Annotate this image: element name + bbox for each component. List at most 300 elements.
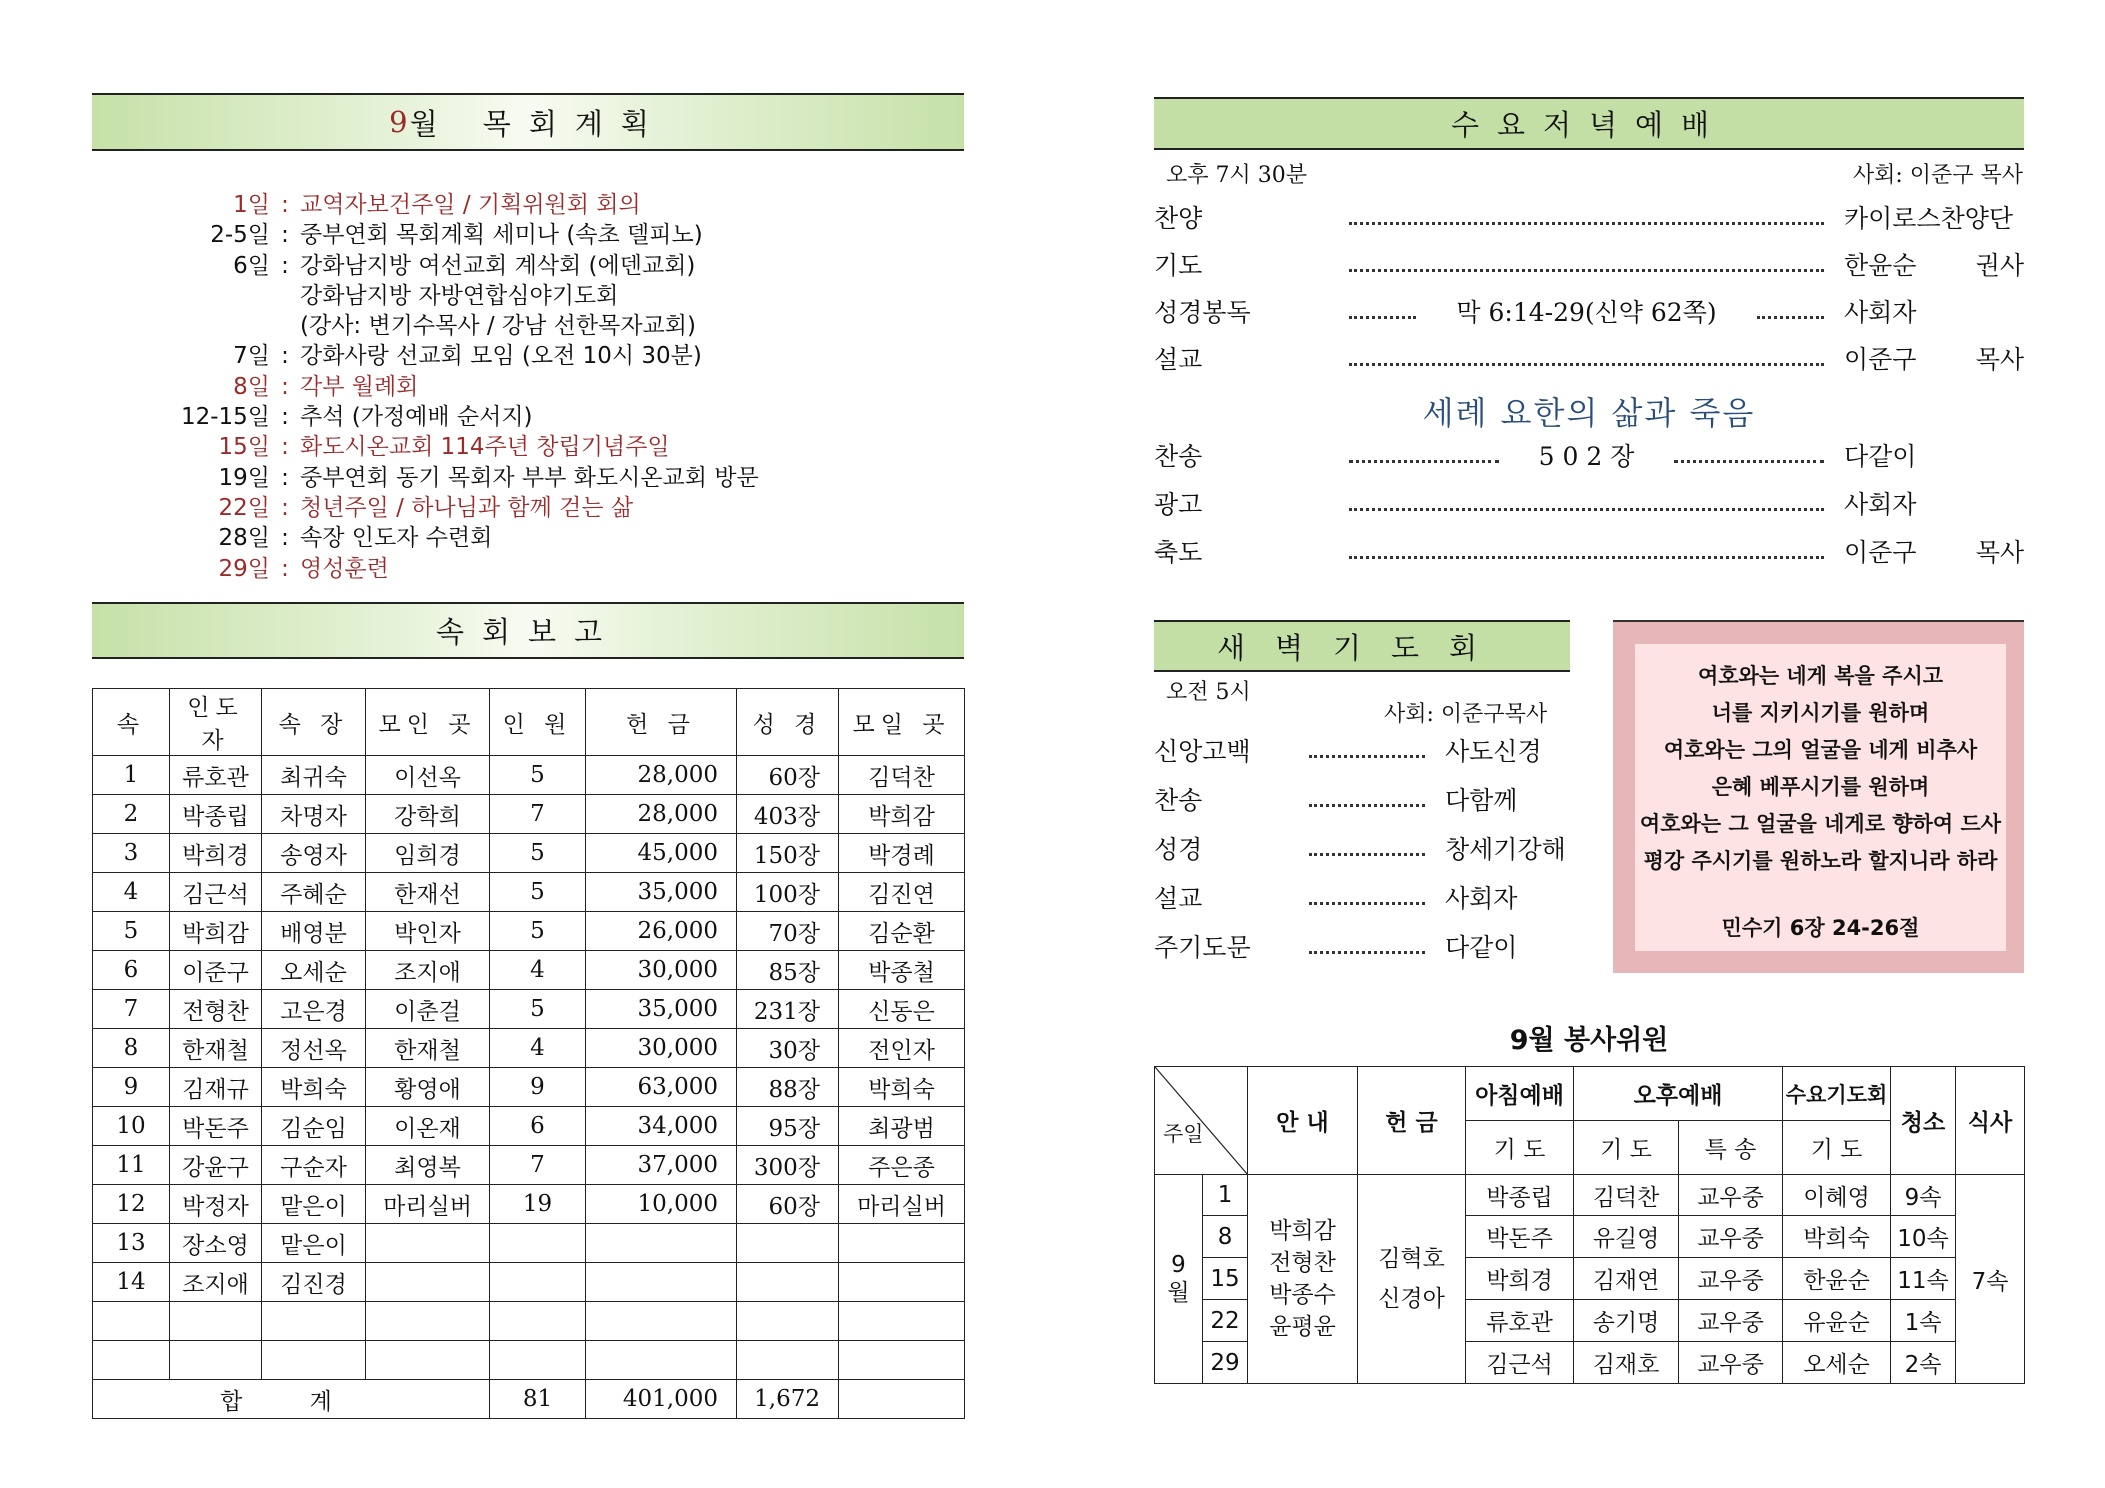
plan-title: 월 목회계획 — [409, 106, 667, 141]
table-cell — [490, 1341, 586, 1380]
order-label: 찬송 — [1154, 786, 1203, 815]
table-cell: 8 — [93, 1029, 170, 1068]
verse-inner — [1635, 644, 2006, 951]
cell-aft_prayer: 김재호 — [1574, 1342, 1679, 1384]
dawn-item — [1154, 828, 1570, 868]
order-value: 다같이 — [1844, 442, 1917, 471]
table-row — [93, 1146, 965, 1185]
table-cell — [262, 1341, 366, 1380]
table-cell: 한재선 — [366, 873, 490, 912]
schedule-colon: : — [281, 525, 289, 552]
order-value: 사회자 — [1445, 884, 1518, 913]
table-cell: 37,000 — [586, 1146, 737, 1185]
column-header: 모인 곳 — [366, 689, 490, 756]
schedule-colon: : — [281, 343, 289, 370]
schedule-date — [130, 281, 270, 311]
schedule-text: (강사: 변기수목사 / 강남 선한목자교회) — [300, 313, 696, 340]
table-cell: 이춘걸 — [366, 990, 490, 1029]
order-item — [1154, 197, 2024, 237]
schedule-text: 속장 인도자 수련회 — [300, 525, 493, 552]
table-cell: 5 — [490, 912, 586, 951]
corner-cell — [1155, 1067, 1248, 1175]
schedule-date: 12-15일 — [180, 404, 270, 431]
cell-aft_prayer: 유길영 — [1574, 1216, 1679, 1258]
schedule-item — [130, 493, 930, 523]
schedule-colon: : — [281, 192, 289, 218]
header-guide: 안 내 — [1248, 1067, 1358, 1175]
order-label: 광고 — [1154, 490, 1203, 519]
table-cell: 최귀숙 — [262, 756, 366, 795]
schedule-text: 중부연회 동기 목회자 부부 화도시온교회 방문 — [300, 464, 759, 491]
dotted-leader — [1309, 755, 1425, 758]
table-cell: 4 — [490, 1029, 586, 1068]
schedule-item — [130, 251, 930, 281]
table-cell — [490, 1302, 586, 1341]
cell-aft_special: 교우중 — [1679, 1175, 1783, 1216]
wednesday-order-before — [1154, 197, 2024, 385]
verse-text — [1640, 658, 2001, 880]
dotted-leader — [1309, 951, 1425, 954]
cell-clean: 2속 — [1891, 1342, 1956, 1384]
dawn-header — [1154, 620, 1570, 672]
table-cell: 마리실버 — [366, 1185, 490, 1224]
verse-line: 평강 주시기를 원하노라 할지니라 하라 — [1643, 849, 1998, 873]
dotted-leader — [1349, 316, 1416, 319]
table-cell: 26,000 — [586, 912, 737, 951]
table-row — [93, 912, 965, 951]
order-item — [1154, 291, 2024, 331]
order-label: 기도 — [1154, 251, 1203, 280]
schedule-text: 강화남지방 자방연합심야기도회 — [300, 282, 619, 309]
dotted-leader — [1349, 269, 1824, 272]
table-cell: 88장 — [737, 1068, 839, 1107]
table-cell: 30,000 — [586, 951, 737, 990]
header-morning: 아침예배 — [1466, 1067, 1574, 1121]
order-item — [1154, 483, 2024, 523]
table-row — [93, 1185, 965, 1224]
table-cell — [262, 1302, 366, 1341]
schedule-colon: : — [281, 494, 289, 521]
table-cell — [737, 1224, 839, 1263]
table-row — [93, 1263, 965, 1302]
table-row — [1155, 1175, 2025, 1216]
table-cell: 5 — [490, 834, 586, 873]
sunday-date: 15 — [1203, 1258, 1248, 1300]
schedule-colon — [270, 281, 300, 311]
table-cell: 85장 — [737, 951, 839, 990]
table-cell — [839, 1224, 965, 1263]
table-cell: 63,000 — [586, 1068, 737, 1107]
table-cell — [586, 1263, 737, 1302]
table-cell: 김순임 — [262, 1107, 366, 1146]
table-cell: 5 — [93, 912, 170, 951]
cell-aft_special: 교우중 — [1679, 1342, 1783, 1384]
table-cell: 박종철 — [839, 951, 965, 990]
table-cell: 60장 — [737, 756, 839, 795]
table-cell: 최영복 — [366, 1146, 490, 1185]
table-cell: 10,000 — [586, 1185, 737, 1224]
cell-morning: 류호관 — [1466, 1300, 1574, 1342]
cell-morning: 박돈주 — [1466, 1216, 1574, 1258]
order-label: 찬송 — [1154, 442, 1203, 471]
table-cell: 14 — [93, 1263, 170, 1302]
order-label: 축도 — [1154, 538, 1203, 567]
order-label: 성경 — [1154, 835, 1203, 864]
table-cell: 구순자 — [262, 1146, 366, 1185]
cell-aft_special: 교우중 — [1679, 1216, 1783, 1258]
table-cell: 오세순 — [262, 951, 366, 990]
table-cell: 박경례 — [839, 834, 965, 873]
table-cell — [586, 1302, 737, 1341]
wednesday-time: 오후 7시 30분 — [1166, 163, 1307, 188]
table-cell: 맡은이 — [262, 1185, 366, 1224]
table-cell: 34,000 — [586, 1107, 737, 1146]
dotted-leader — [1757, 316, 1824, 319]
sunday-date: 1 — [1203, 1175, 1248, 1216]
table-cell — [737, 1341, 839, 1380]
dawn-item — [1154, 877, 1570, 917]
schedule-date: 8일 — [233, 373, 270, 400]
table-cell: 김진연 — [839, 873, 965, 912]
schedule-item — [130, 281, 930, 311]
table-cell: 13 — [93, 1224, 170, 1263]
dawn-item — [1154, 730, 1570, 770]
volunteers-table — [1154, 1066, 2025, 1384]
schedule-text: 강화사랑 선교회 모임 (오전 10시 30분) — [300, 343, 702, 370]
header-meal: 식사 — [1956, 1067, 2025, 1175]
table-cell: 전인자 — [839, 1029, 965, 1068]
month-cell: 9 월 — [1155, 1175, 1203, 1384]
order-label: 설교 — [1154, 345, 1203, 374]
guide-cell: 박희감 전형찬 박종수 윤평윤 — [1248, 1175, 1358, 1384]
table-cell — [93, 1302, 170, 1341]
table-cell: 70장 — [737, 912, 839, 951]
cell-clean: 10속 — [1891, 1216, 1956, 1258]
dotted-leader — [1349, 460, 1499, 463]
table-cell: 박인자 — [366, 912, 490, 951]
table-cell — [366, 1341, 490, 1380]
table-cell — [586, 1224, 737, 1263]
schedule-date: 22일 — [218, 494, 270, 521]
table-cell: 1 — [93, 756, 170, 795]
table-cell: 9 — [93, 1068, 170, 1107]
volunteers-title: 9월 봉사위원 — [1509, 1025, 1669, 1056]
header-morning-prayer: 기 도 — [1466, 1121, 1574, 1175]
table-row — [93, 1107, 965, 1146]
offering-cell: 김혁호 신경아 — [1358, 1175, 1466, 1384]
table-cell: 150장 — [737, 834, 839, 873]
table-cell: 마리실버 — [839, 1185, 965, 1224]
schedule-date: 29일 — [218, 555, 270, 582]
schedule-item — [130, 220, 930, 250]
verse-line: 너를 지키시기를 원하며 — [1711, 701, 1930, 725]
order-detail: 5 0 2 장 — [1538, 442, 1635, 471]
table-cell: 맡은이 — [262, 1224, 366, 1263]
cell-wed: 이혜영 — [1783, 1175, 1891, 1216]
schedule-colon: : — [281, 555, 289, 582]
table-cell: 배영분 — [262, 912, 366, 951]
wednesday-title: 수요저녁예배 — [1450, 108, 1728, 142]
table-cell: 12 — [93, 1185, 170, 1224]
table-cell: 최광범 — [839, 1107, 965, 1146]
wednesday-host: 사회: 이준구 목사 — [1852, 163, 2023, 188]
table-cell — [839, 1341, 965, 1380]
table-cell: 11 — [93, 1146, 170, 1185]
total-row — [93, 1380, 965, 1419]
header-offering: 헌 금 — [1358, 1067, 1466, 1175]
schedule-date: 2-5일 — [210, 222, 270, 249]
dawn-title: 새벽기도회 — [1216, 630, 1508, 665]
table-cell: 류호관 — [170, 756, 262, 795]
order-label: 신앙고백 — [1154, 737, 1251, 766]
schedule-text: 교역자보건주일 / 기획위원회 회의 — [300, 192, 641, 218]
schedule-date: 28일 — [218, 525, 270, 552]
table-cell: 김덕찬 — [839, 756, 965, 795]
schedule-text: 중부연회 목회계획 세미나 (속초 델피노) — [300, 222, 703, 249]
table-cell — [366, 1263, 490, 1302]
order-value: 다함께 — [1445, 786, 1518, 815]
table-cell — [737, 1263, 839, 1302]
table-cell: 35,000 — [586, 873, 737, 912]
table-cell: 이온재 — [366, 1107, 490, 1146]
table-cell — [839, 1263, 965, 1302]
cell-clean: 9속 — [1891, 1175, 1956, 1216]
cell-morning: 박종립 — [1466, 1175, 1574, 1216]
cell-aft_prayer: 김덕찬 — [1574, 1175, 1679, 1216]
order-label: 설교 — [1154, 884, 1203, 913]
table-cell: 95장 — [737, 1107, 839, 1146]
table-cell: 7 — [490, 1146, 586, 1185]
table-cell: 5 — [490, 873, 586, 912]
plan-header — [92, 93, 964, 151]
table-cell: 박희감 — [170, 912, 262, 951]
wednesday-header — [1154, 97, 2024, 150]
table-cell: 박돈주 — [170, 1107, 262, 1146]
total-offering: 401,000 — [586, 1380, 737, 1419]
table-cell: 송영자 — [262, 834, 366, 873]
table-row — [93, 795, 965, 834]
table-cell: 김재규 — [170, 1068, 262, 1107]
column-header: 헌 금 — [586, 689, 737, 756]
schedule-text: 각부 월례회 — [300, 373, 419, 400]
cell-aft_special: 교우중 — [1679, 1258, 1783, 1300]
plan-title-month: 9 — [389, 105, 410, 139]
table-cell — [170, 1341, 262, 1380]
table-cell: 2 — [93, 795, 170, 834]
sunday-date: 8 — [1203, 1216, 1248, 1258]
table-cell — [490, 1224, 586, 1263]
table-cell: 7 — [490, 795, 586, 834]
schedule-colon — [270, 311, 300, 341]
table-cell: 임희경 — [366, 834, 490, 873]
corner-label: 주일 — [1163, 1122, 1204, 1146]
schedule-date: 15일 — [218, 434, 270, 461]
schedule-date: 6일 — [233, 252, 270, 279]
column-header: 속 — [93, 689, 170, 756]
header-afternoon: 오후예배 — [1574, 1067, 1783, 1121]
table-row — [93, 990, 965, 1029]
table-cell — [586, 1341, 737, 1380]
order-label: 주기도문 — [1154, 933, 1251, 962]
table-cell — [366, 1224, 490, 1263]
table-cell: 신동은 — [839, 990, 965, 1029]
table-cell: 박희감 — [839, 795, 965, 834]
schedule-colon: : — [281, 252, 289, 279]
table-cell: 황영애 — [366, 1068, 490, 1107]
schedule-item — [130, 463, 930, 493]
table-cell: 강윤구 — [170, 1146, 262, 1185]
order-item — [1154, 531, 2024, 571]
dotted-leader — [1349, 556, 1824, 559]
table-cell: 주은종 — [839, 1146, 965, 1185]
dotted-leader — [1674, 460, 1824, 463]
cell-clean: 11속 — [1891, 1258, 1956, 1300]
table-cell — [839, 1302, 965, 1341]
table-row — [93, 1068, 965, 1107]
order-item — [1154, 338, 2024, 378]
table-row — [93, 756, 965, 795]
cell-aft_prayer: 김재연 — [1574, 1258, 1679, 1300]
total-people: 81 — [490, 1380, 586, 1419]
order-value: 이준구 목사 — [1844, 345, 2024, 374]
table-cell: 김순환 — [839, 912, 965, 951]
table-row — [93, 1341, 965, 1380]
schedule-date: 7일 — [233, 343, 270, 370]
table-cell: 박희숙 — [839, 1068, 965, 1107]
cell-morning: 박희경 — [1466, 1258, 1574, 1300]
table-cell — [366, 1302, 490, 1341]
dotted-leader — [1349, 363, 1824, 366]
table-cell: 28,000 — [586, 756, 737, 795]
column-header: 성 경 — [737, 689, 839, 756]
column-header: 속 장 — [262, 689, 366, 756]
table-row — [93, 1302, 965, 1341]
table-cell: 28,000 — [586, 795, 737, 834]
table-cell: 5 — [490, 990, 586, 1029]
order-value: 사회자 — [1844, 490, 1917, 519]
table-cell: 10 — [93, 1107, 170, 1146]
table-row — [93, 1029, 965, 1068]
table-row — [93, 951, 965, 990]
dawn-host: 사회: 이준구목사 — [1384, 702, 1548, 727]
order-value: 사도신경 — [1445, 737, 1542, 766]
table-cell: 6 — [490, 1107, 586, 1146]
cell-clean: 1속 — [1891, 1300, 1956, 1342]
table-cell: 정선옥 — [262, 1029, 366, 1068]
schedule-date — [130, 311, 270, 341]
table-cell: 7 — [93, 990, 170, 1029]
column-header: 모일 곳 — [839, 689, 965, 756]
table-cell: 김근석 — [170, 873, 262, 912]
schedule-item — [130, 311, 930, 341]
schedule-item — [130, 372, 930, 402]
table-cell — [490, 1263, 586, 1302]
order-value: 이준구 목사 — [1844, 538, 2024, 567]
header-aft-prayer: 기 도 — [1574, 1121, 1679, 1175]
schedule-text: 추석 (가정예배 순서지) — [300, 404, 533, 431]
table-cell: 30장 — [737, 1029, 839, 1068]
schedule-date: 19일 — [218, 464, 270, 491]
cell-wed: 유윤순 — [1783, 1300, 1891, 1342]
table-cell: 한재철 — [366, 1029, 490, 1068]
order-value: 사회자 — [1844, 298, 1917, 327]
table-cell: 19 — [490, 1185, 586, 1224]
header-wed: 수요기도회 — [1783, 1067, 1891, 1121]
table-cell: 3 — [93, 834, 170, 873]
table-cell: 전형찬 — [170, 990, 262, 1029]
dotted-leader — [1349, 508, 1824, 511]
cell-aft_special: 교우중 — [1679, 1300, 1783, 1342]
sermon-title: 세례 요한의 삶과 죽음 — [1422, 394, 1756, 432]
total-bible: 1,672 — [737, 1380, 839, 1419]
table-row — [93, 873, 965, 912]
table-cell: 박종립 — [170, 795, 262, 834]
table-row — [93, 834, 965, 873]
table-cell: 김진경 — [262, 1263, 366, 1302]
schedule-text: 청년주일 / 하나님과 함께 걷는 삶 — [300, 494, 634, 521]
table-cell: 고은경 — [262, 990, 366, 1029]
meal-cell: 7속 — [1956, 1175, 2025, 1384]
table-cell: 35,000 — [586, 990, 737, 1029]
schedule-colon: : — [281, 222, 289, 249]
schedule-date: 1일 — [233, 192, 270, 218]
table-cell: 45,000 — [586, 834, 737, 873]
table-cell: 강학희 — [366, 795, 490, 834]
table-cell: 60장 — [737, 1185, 839, 1224]
schedule-colon: : — [281, 373, 289, 400]
dawn-order — [1154, 730, 1570, 975]
schedule-item — [130, 432, 930, 462]
table-cell — [170, 1302, 262, 1341]
dotted-leader — [1309, 853, 1425, 856]
wednesday-order-after — [1154, 435, 2024, 579]
table-cell: 한재철 — [170, 1029, 262, 1068]
schedule-item — [130, 190, 930, 220]
cell-morning: 김근석 — [1466, 1342, 1574, 1384]
table-cell: 박희경 — [170, 834, 262, 873]
verse-line: 여호와는 네게 복을 주시고 — [1697, 664, 1944, 688]
verse-line: 여호와는 그 얼굴을 네게로 향하여 드사 — [1639, 812, 2002, 836]
order-value: 창세기강해 — [1445, 835, 1566, 864]
table-cell: 조지애 — [170, 1263, 262, 1302]
report-title: 속회보고 — [435, 615, 621, 649]
column-header: 인 원 — [490, 689, 586, 756]
table-cell: 장소영 — [170, 1224, 262, 1263]
schedule-text: 강화남지방 여선교회 계삭회 (에덴교회) — [300, 252, 696, 279]
schedule-colon: : — [281, 464, 289, 491]
verse-line: 은혜 베푸시기를 원하며 — [1711, 775, 1930, 799]
dotted-leader — [1309, 902, 1425, 905]
table-cell: 4 — [93, 873, 170, 912]
schedule-text: 영성훈련 — [300, 555, 389, 582]
table-cell: 100장 — [737, 873, 839, 912]
cell-aft_prayer: 송기명 — [1574, 1300, 1679, 1342]
table-cell: 30,000 — [586, 1029, 737, 1068]
table-cell: 조지애 — [366, 951, 490, 990]
dawn-item — [1154, 926, 1570, 966]
table-row — [93, 1224, 965, 1263]
header-wed-prayer: 기 도 — [1783, 1121, 1891, 1175]
table-cell: 차명자 — [262, 795, 366, 834]
order-item — [1154, 435, 2024, 475]
diagonal-line — [1155, 1067, 1248, 1175]
cell-wed: 오세순 — [1783, 1342, 1891, 1384]
total-label: 합 계 — [93, 1380, 490, 1419]
order-value: 한윤순 권사 — [1844, 251, 2024, 280]
schedule-colon: : — [281, 434, 289, 461]
report-header — [92, 602, 964, 659]
sunday-date: 29 — [1203, 1342, 1248, 1384]
